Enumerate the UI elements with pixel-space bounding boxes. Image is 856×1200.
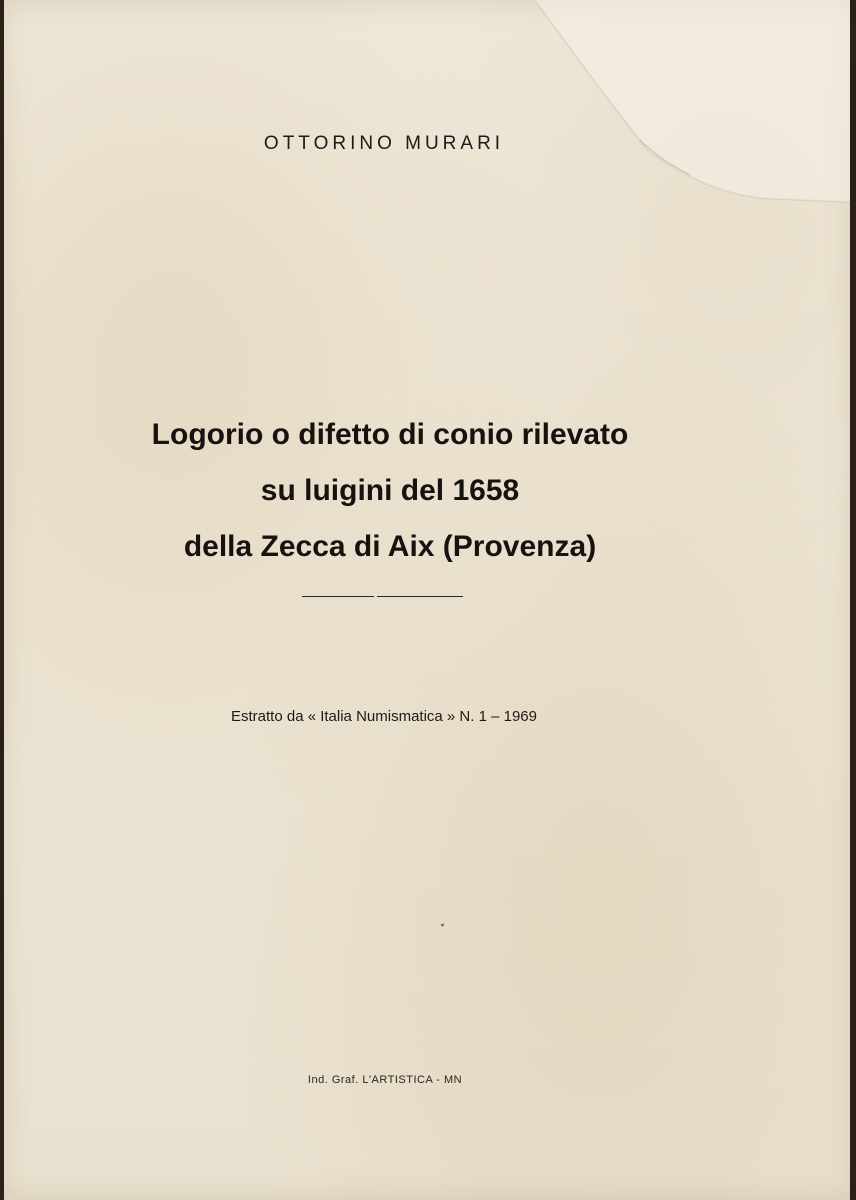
- title-divider-right: [377, 596, 463, 597]
- page-left-edge: [0, 0, 4, 1200]
- title-line-3: della Zecca di Aix (Provenza): [183, 530, 597, 563]
- author-name: OTTORINO MURARI: [263, 133, 505, 154]
- title-line-2: su luigini del 1658: [260, 474, 520, 507]
- title-divider-left: [302, 596, 374, 597]
- title-line-1: Logorio o difetto di conio rilevato: [151, 418, 629, 451]
- page-right-edge: [850, 0, 856, 1200]
- paper-speck: [441, 923, 445, 926]
- printer-imprint: Ind. Graf. L'ARTISTICA - MN: [307, 1074, 463, 1086]
- extract-note: Estratto da « Italia Numismatica » N. 1 – 1969: [231, 708, 537, 725]
